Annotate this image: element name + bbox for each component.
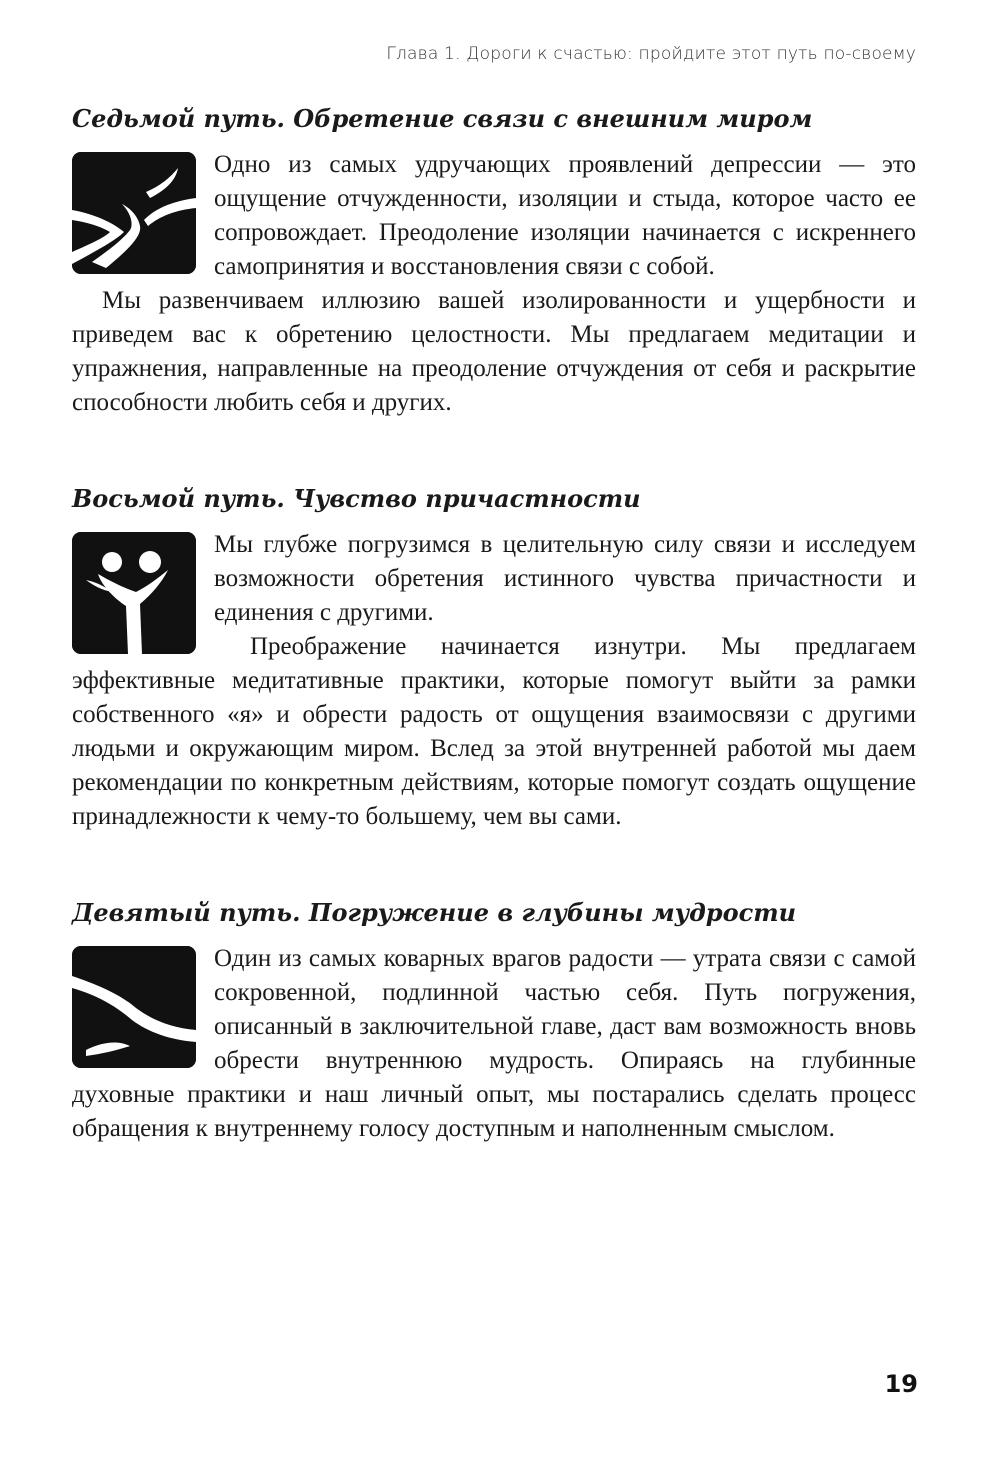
paragraph: Мы глубже погрузимся в целительную силу связи и исследуем возможности обретения истинного чувства причастности и единения с другими. <box>214 531 916 626</box>
paragraph: Преображение начинается изнутри. Мы предлагаем эффективные медитативные практики, которые помогут выйти за рамки собственного «я» и обрести радость от ощущения взаимосвязи с другими людьми и окружающим миром. Вслед за этой внутренней работой мы даем рекомендации по конкретным действиям, которые помогут создать ощущение принадлежности к чему-то большему, чем вы сами. <box>72 633 916 830</box>
tree-figure-icon <box>72 532 196 654</box>
section-eighth-path <box>72 484 916 834</box>
paragraph: Один из самых коварных врагов радости — утрата связи с самой сокровенной, подлинной частью себя. Путь погружения, описанный в заключительной главе, даст вам возможность вновь обрести внутреннюю мудрость. Опираясь на глубинные духовные практики и наш личный опыт, мы постарались сделать процесс обращения к внутреннему голосу доступным и наполненным смыслом. <box>72 945 916 1142</box>
section-title: Седьмой путь. Обретение связи с внешним миром <box>72 104 813 133</box>
section-seventh-path <box>72 104 916 420</box>
section-title: Восьмой путь. Чувство причастности <box>72 484 641 513</box>
section-title: Девятый путь. Погружение в глубины мудрости <box>72 898 797 927</box>
flowing-strokes-icon <box>72 152 196 274</box>
section-ninth-path <box>72 898 916 1146</box>
running-head: Глава 1. Дороги к счастью: пройдите этот путь по-своему <box>386 44 916 64</box>
paragraph: Мы развенчиваем иллюзию вашей изолированности и ущербности и приведем вас к обретению целостности. Мы предлагаем медитации и упражнения, направленные на преодоление отчуждения от себя и раскрытие способности любить себя и других. <box>72 287 916 416</box>
paragraph: Одно из самых удручающих проявлений депрессии — это ощущение отчужденности, изоляции и стыда, которое часто ее сопровождает. Преодоление изоляции начинается с искреннего самопринятия и восстановления связи с собой. <box>214 151 916 280</box>
page-number: 19 <box>884 1370 918 1398</box>
wave-stroke-icon <box>72 946 196 1068</box>
